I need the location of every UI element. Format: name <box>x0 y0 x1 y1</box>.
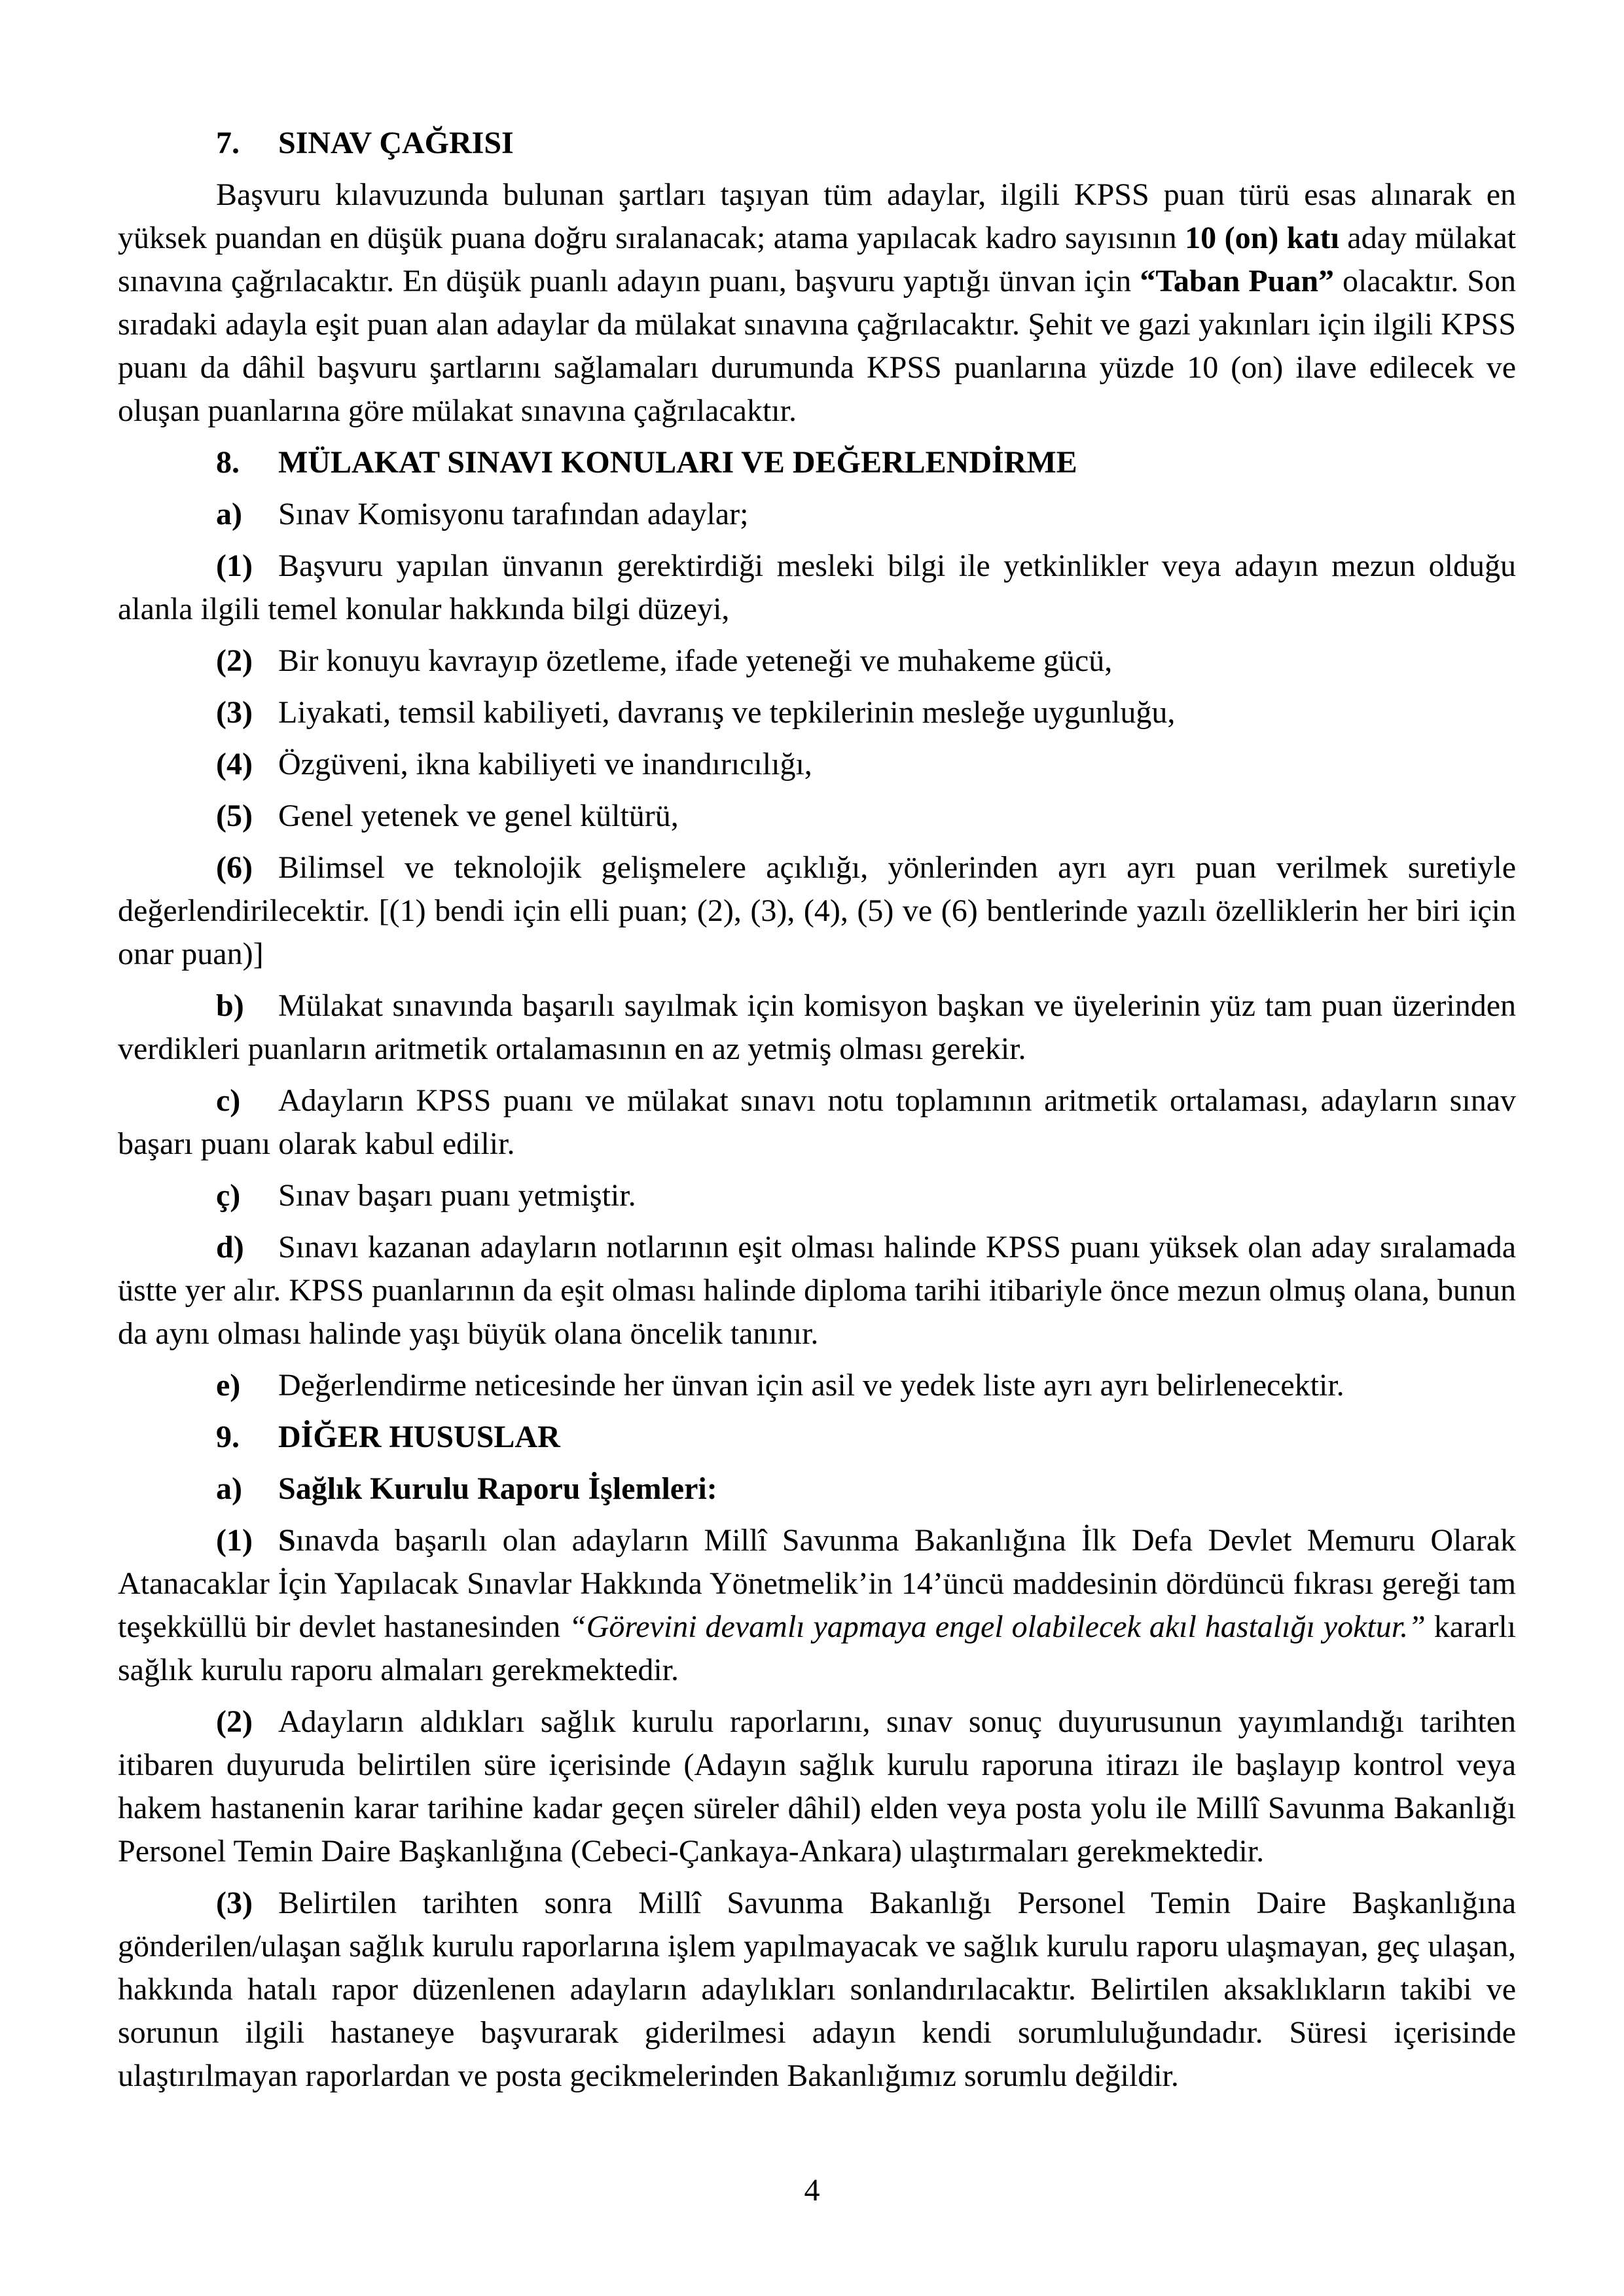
list-item <box>118 984 1516 1071</box>
list-item <box>118 1700 1516 1873</box>
section-number: 7. <box>216 126 240 160</box>
document-body <box>118 122 1516 2106</box>
item-label: (2) <box>216 1704 253 1739</box>
item-label: a) <box>216 497 242 531</box>
list-item <box>118 1174 1516 1217</box>
text-run: Sınav başarı puanı yetmiştir. <box>278 1178 636 1213</box>
item-label: (3) <box>216 1886 253 1920</box>
item-label: (4) <box>216 747 253 781</box>
text-run: “Görevini devamlı yapmaya engel olabilecek akıl hastalığı yoktur.” <box>569 1609 1426 1644</box>
item-label: b) <box>216 988 244 1023</box>
item-label: (5) <box>216 798 253 833</box>
list-item <box>118 691 1516 734</box>
text-run: Adayların aldıkları sağlık kurulu raporlarını, sınav sonuç duyurusunun yayımlandığı tarihten itibaren duyuruda belirtilen süre içerisinde (Adayın sağlık kurulu raporuna itirazı ile başlayıp kontrol veya hakem hastanenin karar tarihine kadar geçen süreler dâhil) elden veya posta yolu ile Millî Savunma Bakanlığı Personel Temin Daire Başkanlığına (Cebeci-Çankaya-Ankara) ulaştırmaları gerekmektedir. <box>118 1704 1516 1869</box>
text-run: Sağlık Kurulu Raporu İşlemleri: <box>278 1471 717 1506</box>
section-heading <box>118 1416 1516 1459</box>
item-label: (3) <box>216 695 253 730</box>
text-run: Başvuru yapılan ünvanın gerektirdiği mesleki bilgi ile yetkinlikler veya adayın mezun olduğu alanla ilgili temel konular hakkında bilgi düzeyi, <box>118 548 1516 626</box>
text-run: Özgüveni, ikna kabiliyeti ve inandırıcılığı, <box>278 747 812 781</box>
item-label: ç) <box>216 1178 241 1213</box>
list-item <box>118 493 1516 536</box>
item-label: c) <box>216 1083 241 1118</box>
list-item <box>118 1467 1516 1511</box>
text-run: Bir konuyu kavrayıp özetleme, ifade yeteneği ve muhakeme gücü, <box>278 643 1113 678</box>
text-run: aday mülakat sınavına çağrılacaktır. En düşük puanlı adayın puanı, başvuru yaptığı ünvan için <box>118 221 1516 298</box>
heading-text: DİĞER HUSUSLAR <box>278 1420 560 1454</box>
text-run: S <box>278 1523 296 1558</box>
section-number: 8. <box>216 445 240 480</box>
section-number: 9. <box>216 1420 240 1454</box>
list-item <box>118 846 1516 976</box>
text-run: Sınav Komisyonu tarafından adaylar; <box>278 497 749 531</box>
text-run: Genel yetenek ve genel kültürü, <box>278 798 679 833</box>
list-item <box>118 1882 1516 2098</box>
list-item <box>118 1226 1516 1355</box>
text-run: Adayların KPSS puanı ve mülakat sınavı notu toplamının aritmetik ortalaması, adayların sınav başarı puanı olarak kabul edilir. <box>118 1083 1516 1161</box>
list-item <box>118 1364 1516 1407</box>
text-run: Başvuru kılavuzunda bulunan şartları taşıyan tüm adaylar, ilgili KPSS puan türü esas alınarak en yüksek puandan en düşük puana doğru sıralanacak; atama yapılacak kadro sayısının <box>118 177 1516 255</box>
item-label: (6) <box>216 850 253 885</box>
list-item <box>118 1079 1516 1166</box>
text-run: Liyakati, temsil kabiliyeti, davranış ve tepkilerinin mesleğe uygunluğu, <box>278 695 1176 730</box>
text-run: “Taban Puan” <box>1140 264 1335 298</box>
heading-text: SINAV ÇAĞRISI <box>278 126 514 160</box>
item-label: (2) <box>216 643 253 678</box>
item-label: a) <box>216 1471 242 1506</box>
page-number: 4 <box>804 2173 820 2208</box>
text-run: olacaktır. Son sıradaki adayla eşit puan alan adaylar da mülakat sınavına çağrılacaktır. Şehit ve gazi yakınları için ilgili KPSS puanı da dâhil başvuru şartlarını sağlamaları durumunda KPSS puanlarına yüzde 10 (on) ilave edilecek ve oluşan puanlarına göre mülakat sınavına çağrılacaktır. <box>118 264 1516 428</box>
item-label: (1) <box>216 548 253 583</box>
text-run: Mülakat sınavında başarılı sayılmak için komisyon başkan ve üyelerinin yüz tam puan üzerinden verdikleri puanların aritmetik ortalamasının en az yetmiş olması gerekir. <box>118 988 1516 1066</box>
text-run: kararlı sağlık kurulu raporu almaları gerekmektedir. <box>118 1609 1517 1687</box>
text-run: Değerlendirme neticesinde her ünvan için asil ve yedek liste ayrı ayrı belirlenecektir. <box>278 1368 1344 1403</box>
list-item <box>118 795 1516 838</box>
list-item <box>118 1519 1516 1692</box>
list-item <box>118 743 1516 786</box>
text-run: Sınavı kazanan adayların notlarının eşit olması halinde KPSS puanı yüksek olan aday sıralamada üstte yer alır. KPSS puanlarının da eşit olması halinde diploma tarihi itibariyle önce mezun olmuş olana, bunun da aynı olması halinde yaşı büyük olana öncelik tanınır. <box>118 1230 1516 1351</box>
section-heading <box>118 122 1516 165</box>
text-run: 10 (on) katı <box>1185 221 1339 255</box>
list-item <box>118 639 1516 683</box>
text-run: Bilimsel ve teknolojik gelişmelere açıklığı, yönlerinden ayrı ayrı puan verilmek suretiyle değerlendirilecektir. [(1) bendi için elli puan; (2), (3), (4), (5) ve (6) bentlerinde yazılı özelliklerin her biri için onar puan)] <box>118 850 1516 971</box>
heading-text: MÜLAKAT SINAVI KONULARI VE DEĞERLENDİRME <box>278 445 1077 480</box>
text-run: ınavda başarılı olan adayların Millî Savunma Bakanlığına İlk Defa Devlet Memuru Olarak Atanacaklar İçin Yapılacak Sınavlar Hakkında Yönetmelik’in 14’üncü maddesinin dördüncü fıkrası gereği tam teşekküllü bir devlet hastanesinden <box>118 1523 1516 1644</box>
item-label: e) <box>216 1368 241 1403</box>
item-label: d) <box>216 1230 244 1265</box>
text-run: Belirtilen tarihten sonra Millî Savunma Bakanlığı Personel Temin Daire Başkanlığına gönderilen/ulaşan sağlık kurulu raporlarına işlem yapılmayacak ve sağlık kurulu raporu ulaşmayan, geç ulaşan, hakkında hatalı rapor düzenlenen adayların adaylıkları sonlandırılacaktır. Belirtilen aksaklıkların takibi ve sorunun ilgili hastaneye başvurarak giderilmesi adayın kendi sorumluluğundadır. Süresi içerisinde ulaştırılmayan raporlardan ve posta gecikmelerinden Bakanlığımız sorumlu değildir. <box>118 1886 1516 2093</box>
list-item <box>118 545 1516 631</box>
paragraph <box>118 173 1516 433</box>
item-label: (1) <box>216 1523 253 1558</box>
section-heading <box>118 441 1516 484</box>
